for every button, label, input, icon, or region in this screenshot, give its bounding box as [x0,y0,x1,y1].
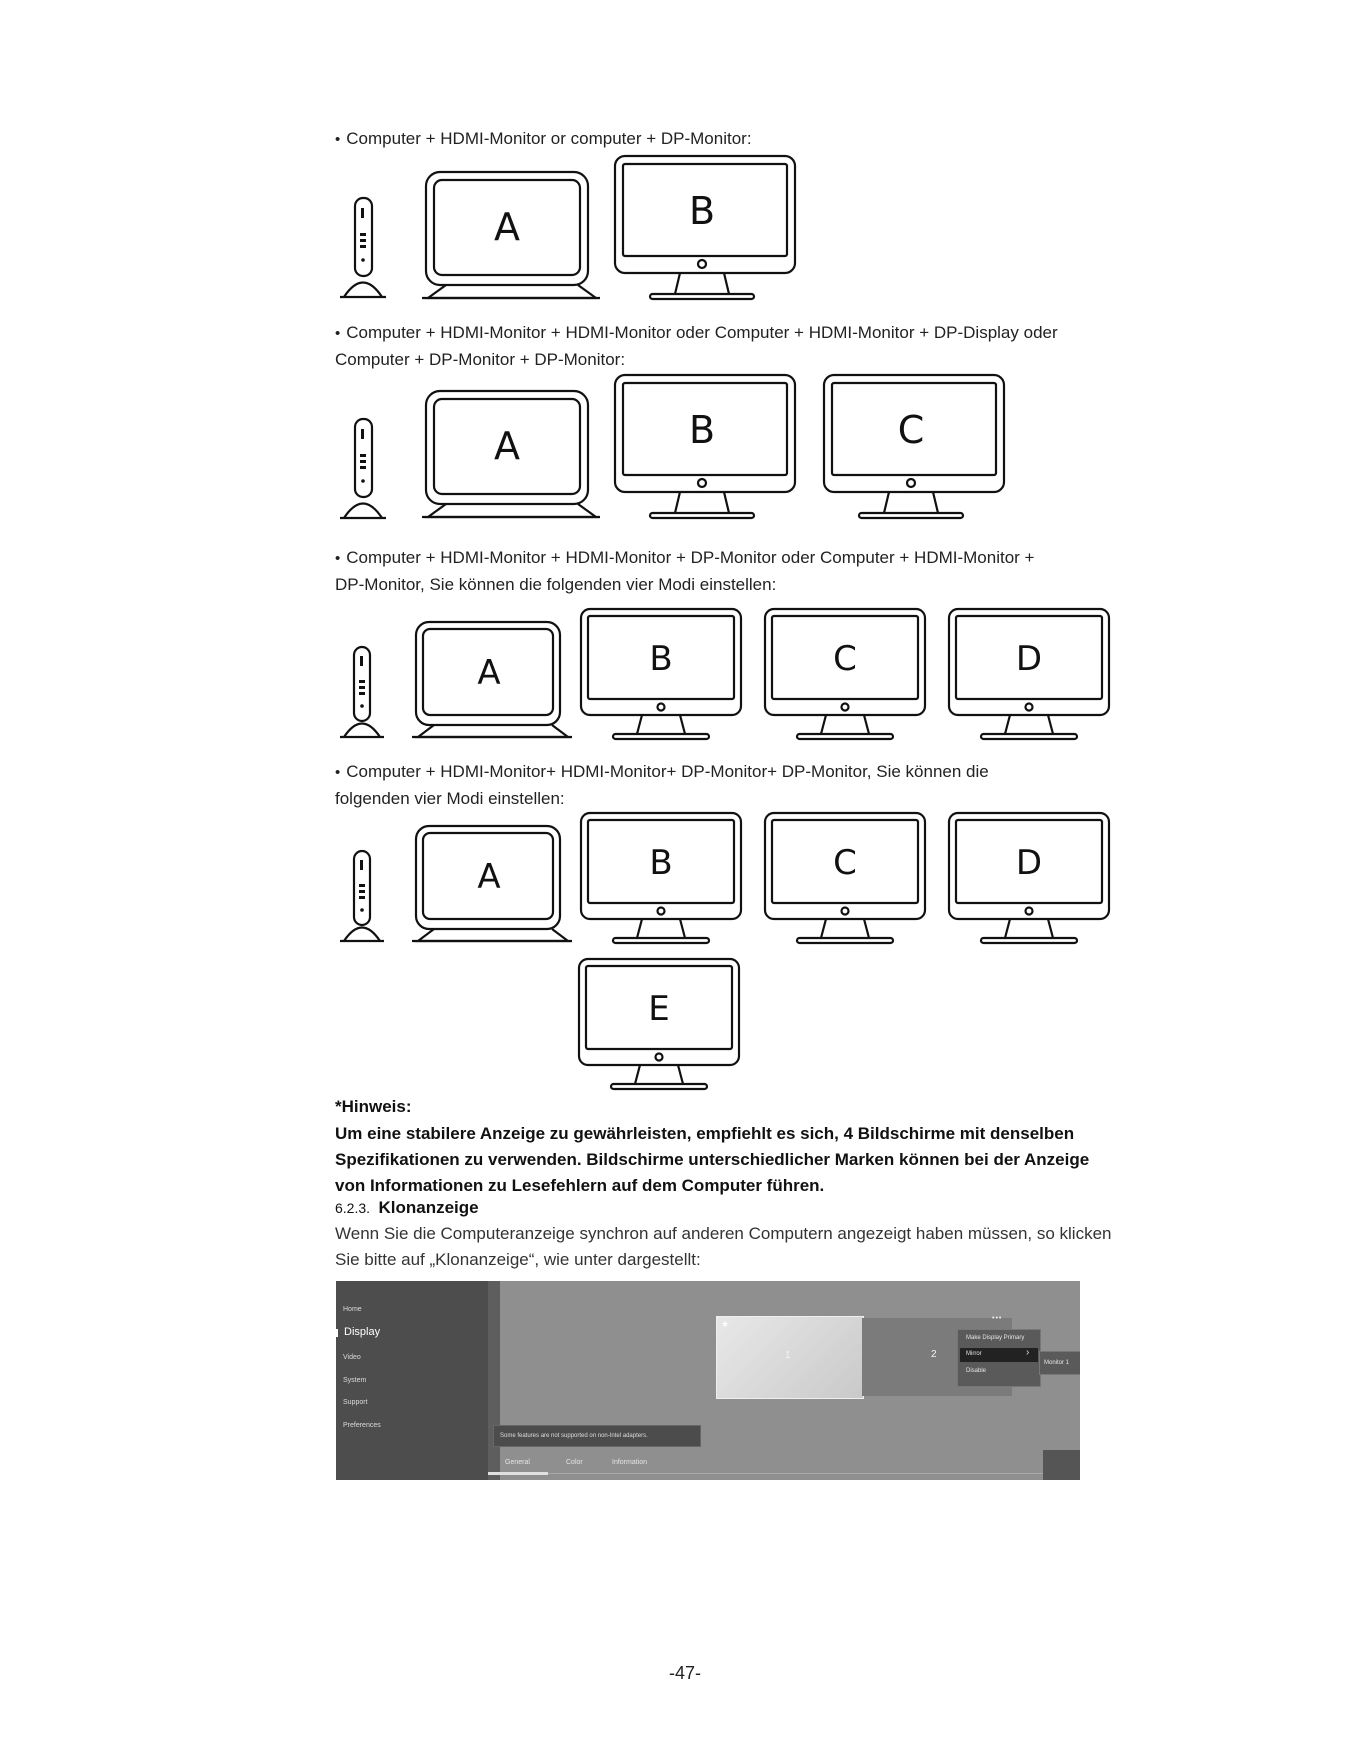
laptop-icon [412,826,572,941]
monitor-icon [949,609,1109,739]
bullet-4-line-2: folgenden vier Modi einstellen: [335,789,565,808]
monitor-icon [615,375,795,518]
mirror-submenu [1039,1351,1080,1375]
nav-preferences[interactable]: Preferences [343,1422,381,1429]
monitor-1-number: 1 [785,1350,791,1361]
monitor-icon [824,375,1004,518]
nav-display[interactable]: Display [344,1326,381,1338]
corner-panel [1043,1450,1080,1480]
section-title: Klonanzeige [378,1198,479,1217]
more-icon[interactable]: ••• [992,1315,1003,1322]
monitor-icon [581,813,741,943]
tab-color[interactable]: Color [566,1459,583,1466]
laptop-icon [422,391,600,517]
laptop-icon [422,172,600,298]
settings-screenshot [336,1281,1080,1480]
monitor-icon [615,156,795,299]
dock-icon [340,647,384,737]
bullet-1-line-1: Computer + HDMI-Monitor or computer + DP-Monitor: [346,129,752,148]
submenu-monitor-1[interactable]: Monitor 1 [1044,1360,1070,1366]
page-number: -47- [669,1663,702,1683]
label-d: D [1015,843,1043,883]
tab-bar-line [488,1473,1080,1474]
nav-system[interactable]: System [343,1377,367,1384]
label-a: A [494,205,520,249]
label-c: C [833,843,857,883]
tab-active-underline [488,1472,548,1475]
monitor-1-tile[interactable] [716,1316,864,1399]
bullet-2: • Computer + HDMI-Monitor + HDMI-Monitor oder Computer + HDMI-Monitor + DP-Display oder Computer + DP-Monitor + DP-Monitor: [335,320,1058,373]
nav-video[interactable]: Video [343,1354,361,1361]
note-heading: *Hinweis: [335,1097,412,1116]
label-b: B [688,189,716,233]
diagram-1 [330,148,800,303]
laptop-icon [412,622,572,737]
label-e: E [648,989,670,1029]
label-b: B [649,843,673,883]
dock-icon [340,198,386,297]
menu-mirror[interactable]: Mirror [966,1351,982,1357]
label-d: D [1015,639,1043,679]
bullet-4-line-1: Computer + HDMI-Monitor+ HDMI-Monitor+ DP-Monitor+ DP-Monitor, Sie können die [346,762,989,781]
sidebar-edge [488,1281,500,1480]
dock-icon [340,419,386,518]
dock-icon [340,851,384,941]
label-a: A [477,653,501,693]
section-number: 6.2.3. [335,1200,371,1216]
bullet-3-line-1: Computer + HDMI-Monitor + HDMI-Monitor + DP-Monitor oder Computer + HDMI-Monitor + [346,548,1035,567]
section-heading [335,1198,479,1218]
diagram-2 [330,367,1010,522]
label-a: A [494,424,520,468]
label-a: A [477,857,501,897]
bullet-3: • Computer + HDMI-Monitor + HDMI-Monitor + DP-Monitor oder Computer + HDMI-Monitor + DP-Monitor, Sie können die folgenden vier Modi einstellen: [335,545,1034,598]
diagram-3 [330,603,1120,748]
section-body: Wenn Sie die Computeranzeige synchron auf anderen Computern angezeigt haben müssen, so klicken Sie bitte auf „Klonanzeige“, wie unter dargestellt: [335,1224,1112,1269]
context-menu [957,1329,1041,1387]
bullet-1: • Computer + HDMI-Monitor or computer + DP-Monitor: [335,129,752,148]
monitor-icon [581,609,741,739]
note-body: Um eine stabilere Anzeige zu gewährleisten, empfiehlt es sich, 4 Bildschirme mit denselben Spezifikationen zu verwenden. Bildschirme unterschiedlicher Marken können bei der Anzeige von Informationen zu Lesefehlern auf dem Computer führen. [335,1124,1090,1195]
bullet-4: • Computer + HDMI-Monitor+ HDMI-Monitor+ DP-Monitor+ DP-Monitor, Sie können die folgenden vier Modi einstellen: [335,759,989,812]
tab-information[interactable]: Information [612,1459,648,1466]
monitor-icon [765,813,925,943]
label-b: B [688,408,716,452]
bullet-3-line-2: DP-Monitor, Sie können die folgenden vier Modi einstellen: [335,575,777,594]
label-c: C [897,408,925,452]
monitor-icon [579,959,739,1089]
monitor-icon [949,813,1109,943]
info-toast: Some features are not supported on non-Intel adapters. [493,1425,701,1447]
diagram-4 [330,807,1120,1092]
menu-make-primary[interactable]: Make Display Primary [966,1335,1025,1341]
chevron-right-icon: › [1026,1347,1030,1358]
monitor-2-number: 2 [931,1349,937,1360]
label-b: B [649,639,673,679]
nav-home[interactable]: Home [343,1306,362,1313]
star-icon: ★ [721,1319,730,1329]
menu-disable[interactable]: Disable [966,1368,987,1374]
monitor-icon [765,609,925,739]
nav-active-indicator [336,1329,338,1337]
bullet-2-line-2: Computer + DP-Monitor + DP-Monitor: [335,350,626,369]
tab-general[interactable]: General [505,1459,530,1466]
nav-support[interactable]: Support [343,1399,368,1406]
bullet-2-line-1: Computer + HDMI-Monitor + HDMI-Monitor oder Computer + HDMI-Monitor + DP-Display oder [346,323,1058,342]
label-c: C [833,639,857,679]
